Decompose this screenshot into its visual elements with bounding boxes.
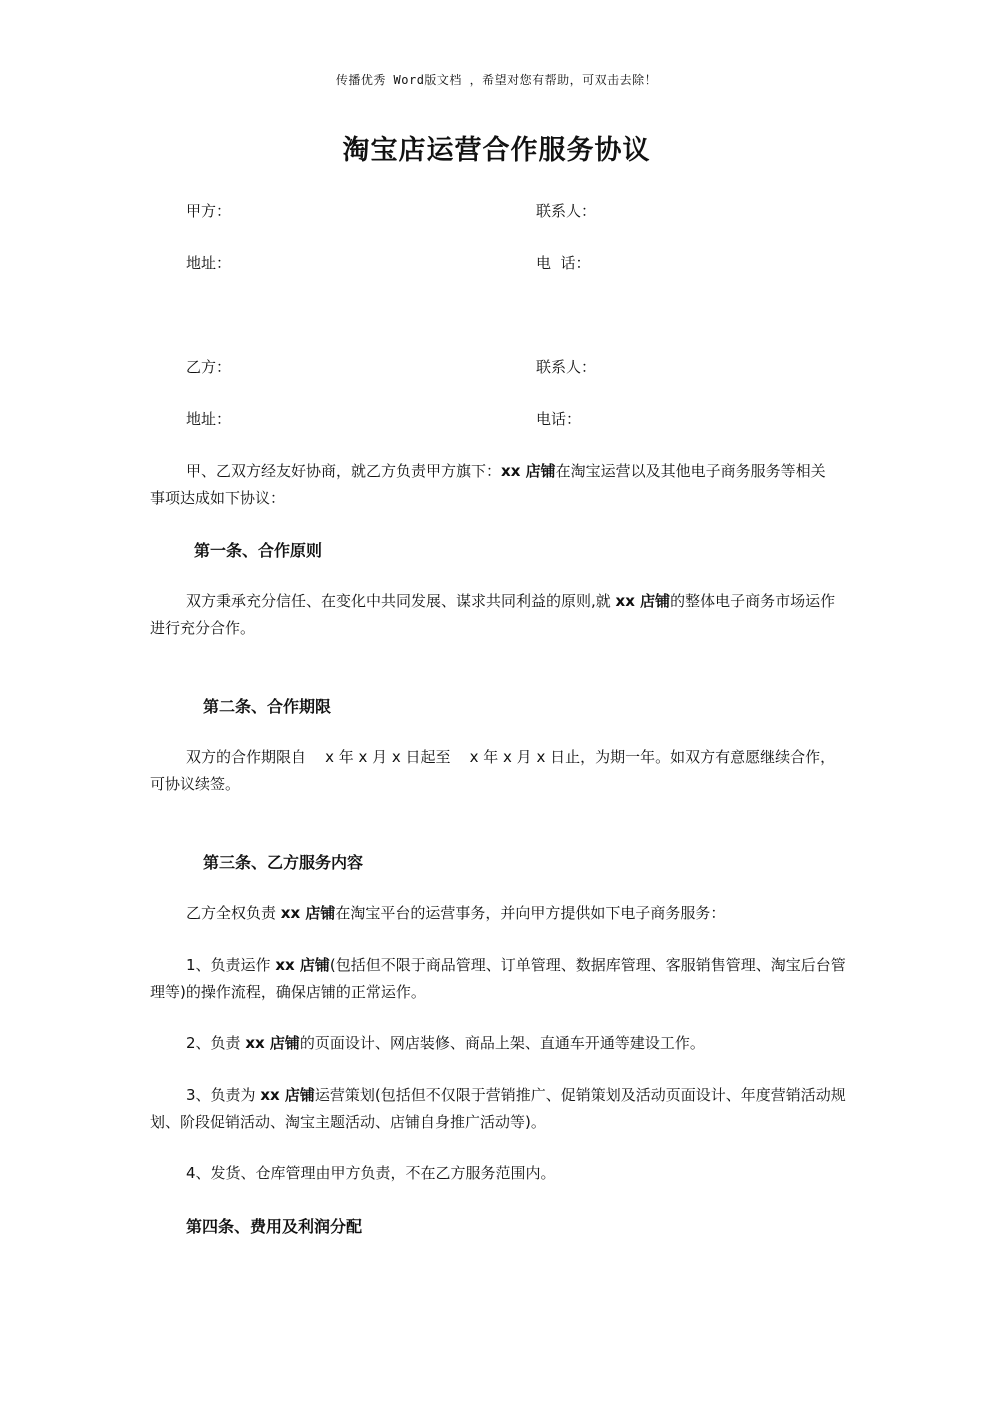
article-4-heading: 第四条、费用及利润分配 — [186, 1217, 363, 1236]
party-b-contact-label: 联系人： — [536, 358, 597, 376]
intro-text-1: 甲、乙双方经友好协商，就乙方负责甲方旗下： — [186, 462, 502, 480]
item-2-text-2: 的页面设计、网店装修、商品上架、直通车开通等建设工作。 — [299, 1034, 705, 1052]
article-3-intro-text-1: 乙方全权负责 — [186, 904, 281, 922]
intro-text-2: 在淘宝运营以及其他电子商务服务等相关事项达成如下协议： — [150, 462, 826, 507]
article-3-heading: 第三条、乙方服务内容 — [203, 853, 364, 872]
article-3-intro — [150, 900, 850, 927]
document-title: 淘宝店运营合作服务协议 — [342, 135, 651, 166]
article-1-text-2: 的整体电子商务市场运作进行充分合作。 — [150, 592, 836, 637]
article-3-intro-store-name: xx 店铺 — [280, 904, 336, 922]
article-3-item-3 — [150, 1082, 850, 1136]
item-3-store-name: xx 店铺 — [260, 1086, 315, 1104]
item-2-text-1: 2、负责 — [186, 1034, 246, 1052]
item-1-store-name: xx 店铺 — [275, 956, 330, 974]
item-3-text-2: 运营策划(包括但不仅限于营销推广、促销策划及活动页面设计、年度营销活动规划、阶段促销活动、淘宝主题活动、店铺自身推广活动等)。 — [150, 1086, 846, 1131]
item-4-text: 4、发货、仓库管理由甲方负责，不在乙方服务范围内。 — [186, 1164, 556, 1182]
article-1-text-1: 双方秉承充分信任、在变化中共同发展、谋求共同利益的原则,就 — [186, 592, 616, 610]
article-1-paragraph — [150, 588, 850, 642]
header-banner: 传播优秀 Word版文档 ，希望对您有帮助，可双击去除！ — [335, 73, 658, 87]
party-b-name-label: 乙方： — [186, 358, 232, 376]
article-3-item-4 — [150, 1160, 850, 1187]
party-a-contact-label: 联系人： — [536, 202, 597, 220]
item-1-text-1: 1、负责运作 — [186, 956, 276, 974]
article-2-heading: 第二条、合作期限 — [203, 697, 332, 716]
article-3-item-1 — [150, 952, 850, 1006]
item-3-text-1: 3、负责为 — [186, 1086, 261, 1104]
party-a-phone-label: 电 话： — [536, 254, 591, 272]
intro-store-name: xx 店铺 — [501, 462, 556, 480]
article-1-heading: 第一条、合作原则 — [194, 541, 323, 560]
article-3-intro-text-2: 在淘宝平台的运营事务，并向甲方提供如下电子商务服务： — [335, 904, 726, 922]
party-a-address-label: 地址： — [186, 254, 232, 272]
party-b-address-label: 地址： — [186, 410, 232, 428]
article-1-store-name: xx 店铺 — [615, 592, 671, 610]
article-3-item-2 — [150, 1030, 850, 1057]
article-2-paragraph — [150, 744, 850, 798]
party-a-name-label: 甲方： — [186, 202, 232, 220]
item-2-store-name: xx 店铺 — [245, 1034, 300, 1052]
party-b-phone-label: 电话： — [536, 410, 582, 428]
item-1-text-2: (包括但不限于商品管理、订单管理、数据库管理、客服销售管理、淘宝后台管理等)的操作流程，确保店铺的正常运作。 — [150, 956, 846, 1001]
intro-paragraph — [150, 458, 840, 512]
article-2-text: 双方的合作期限自 x 年 x 月 x 日起至 x 年 x 月 x 日止，为期一年。如双方有意愿继续合作，可协议续签。 — [150, 748, 836, 793]
